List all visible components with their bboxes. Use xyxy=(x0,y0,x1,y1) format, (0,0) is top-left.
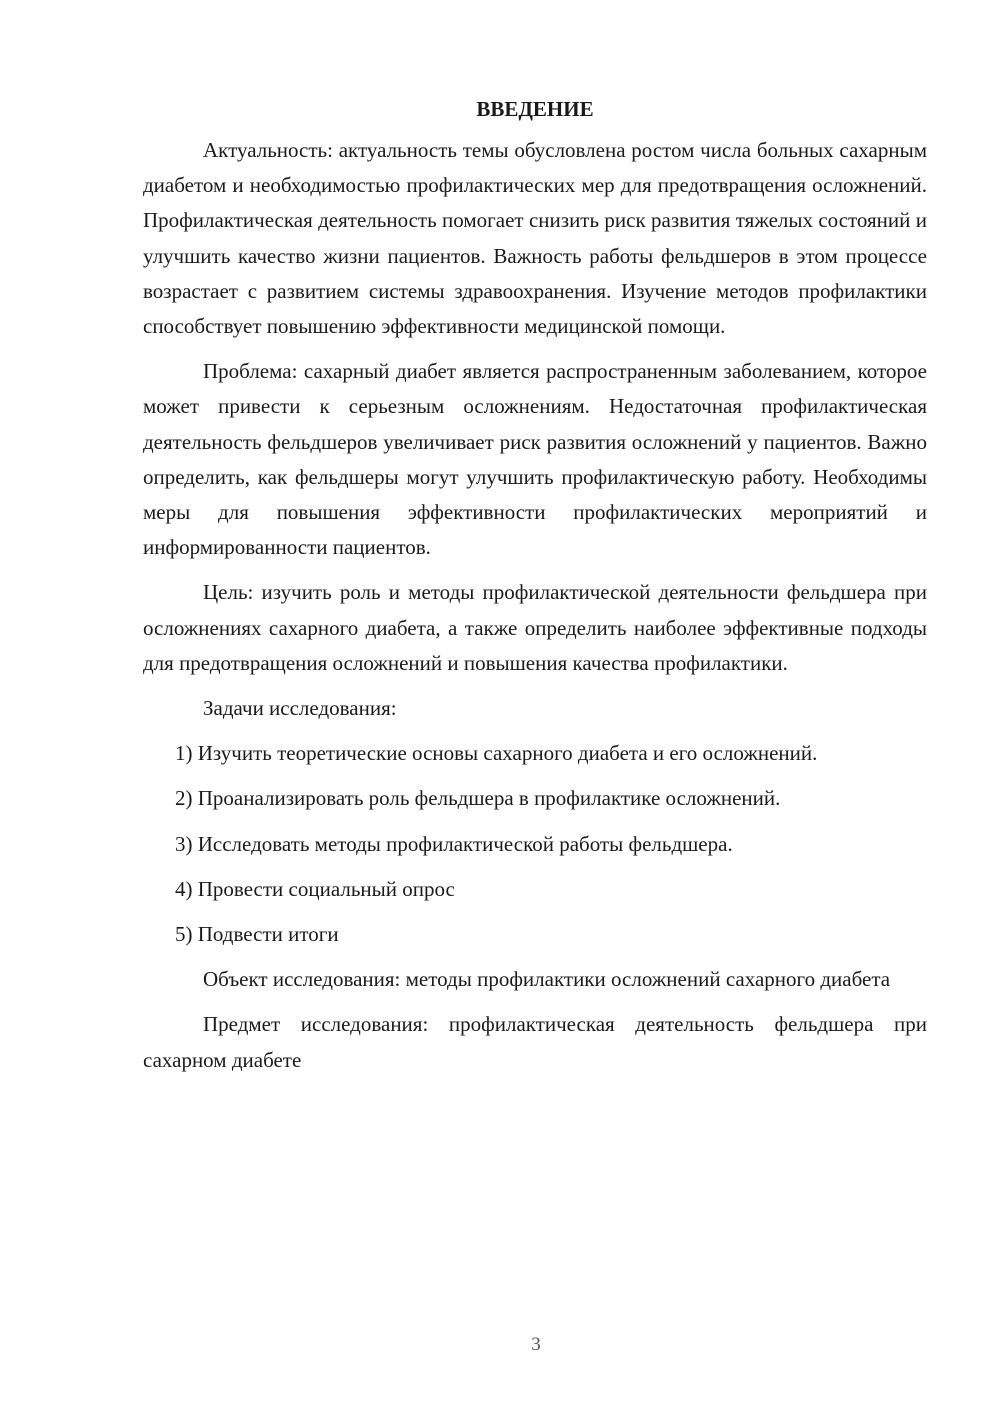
task-item-4: 4) Провести социальный опрос xyxy=(175,876,455,901)
paragraph-goal: Цель: изучить роль и методы профилактической деятельности фельдшера при осложнениях сахарного диабета, а также определить наиболее эффективные подходы для предотвращения осложнений и повышения качества профилактики. xyxy=(143,580,927,675)
paragraph-problem: Проблема: сахарный диабет является распространенным заболеванием, которое может привести к серьезным осложнениям. Недостаточная профилактическая деятельность фельдшеров увеличивает риск развития осложнений у пациентов. Важно определить, как фельдшеры могут улучшить профилактическую работу. Необходимы меры для повышения эффективности профилактических мероприятий и информированности пациентов. xyxy=(143,359,927,560)
document-page xyxy=(143,92,927,1088)
task-item-5: 5) Подвести итоги xyxy=(175,922,339,947)
page-number: 3 xyxy=(531,1334,541,1355)
task-item-1: 1) Изучить теоретические основы сахарного диабета и его осложнений. xyxy=(175,741,818,766)
paragraph-relevance: Актуальность: актуальность темы обусловлена ростом числа больных сахарным диабетом и необходимостью профилактических мер для предотвращения осложнений. Профилактическая деятельность помогает снизить риск развития тяжелых состояний и улучшить качество жизни пациентов. Важность работы фельдшеров в этом процессе возрастает с развитием системы здравоохранения. Изучение методов профилактики способствует повышению эффективности медицинской помощи. xyxy=(143,138,927,339)
page-title: ВВЕДЕНИЕ xyxy=(476,97,594,121)
tasks-heading: Задачи исследования: xyxy=(203,696,397,721)
paragraph-research-object: Объект исследования: методы профилактики осложнений сахарного диабета xyxy=(203,967,891,992)
task-item-3: 3) Исследовать методы профилактической работы фельдшера. xyxy=(175,831,733,856)
task-item-2: 2) Проанализировать роль фельдшера в профилактике осложнений. xyxy=(175,786,781,811)
paragraph-research-subject: Предмет исследования: профилактическая деятельность фельдшера при сахарном диабете xyxy=(143,1012,927,1072)
